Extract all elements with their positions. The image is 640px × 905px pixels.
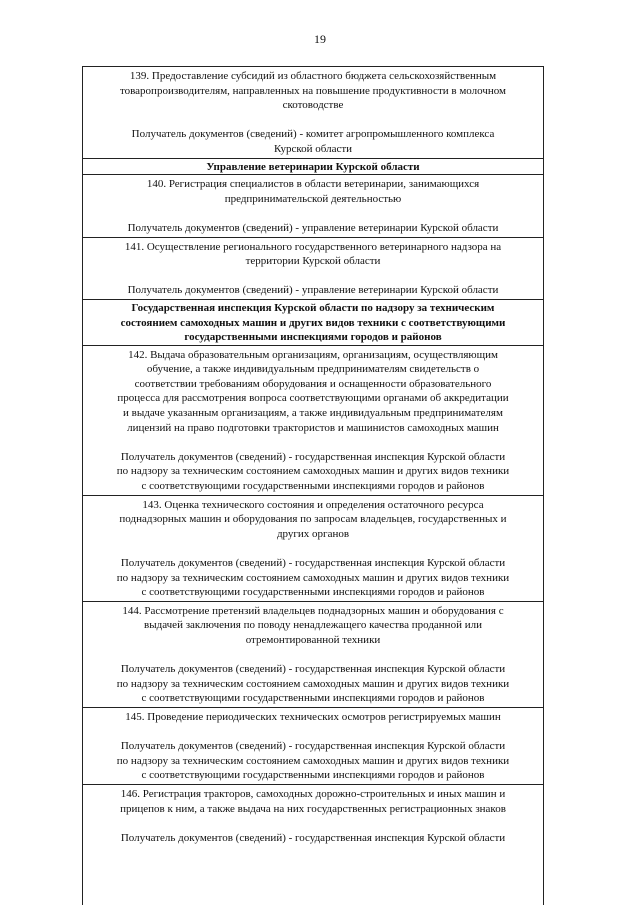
- item-143-title-line-3: других органов: [276, 527, 350, 540]
- item-144-title-line-3: отремонтированной техники: [245, 633, 381, 646]
- item-139-recipient-line-2: Курской области: [273, 142, 353, 155]
- item-142-title-line-5: и выдаче указанным организациям, а также индивидуальным предпринимателям: [123, 407, 503, 420]
- section-header-inspection: [83, 300, 543, 346]
- table-row-143: [83, 496, 543, 602]
- item-142-title-line-4: процесса для рассмотрения вопроса соответствующими органами об аккредитации: [117, 392, 509, 405]
- item-145-recipient-line-2: по надзору за техническим состоянием самоходных машин и других видов техники: [116, 754, 510, 767]
- item-139-title-line-2: товаропроизводителям, направленных на повышение продуктивности в молочном: [119, 84, 507, 97]
- item-144-recipient-line-3: с соответствующими государственными инспекциями городов и районов: [141, 692, 485, 705]
- item-146-recipient-line-1: Получатель документов (сведений) - государственная инспекция Курской области: [120, 831, 506, 844]
- table-row-145: [83, 708, 543, 785]
- item-142-title-line-1: 142. Выдача образовательным организациям, организациям, осуществляющим: [128, 348, 498, 361]
- section-inspection-title-line-2: состоянием самоходных машин и других видов техники с соответствующими: [120, 316, 506, 329]
- item-146-title-line-1: 146. Регистрация тракторов, самоходных дорожно-строительных и иных машин и: [120, 787, 506, 800]
- item-140-title-line-2: предпринимательской деятельностью: [224, 192, 402, 205]
- section-inspection-title-line-3: государственными инспекциями городов и районов: [184, 331, 442, 344]
- item-141-recipient-line-1: Получатель документов (сведений) - управление ветеринарии Курской области: [127, 284, 499, 297]
- table-row-139: [83, 67, 543, 159]
- item-146-title-line-2: прицепов к ним, а также выдача на них государственных регистрационных знаков: [120, 802, 506, 815]
- item-142-recipient-line-1: Получатель документов (сведений) - государственная инспекция Курской области: [120, 450, 506, 463]
- item-145-recipient-line-1: Получатель документов (сведений) - государственная инспекция Курской области: [120, 740, 506, 753]
- item-142-title-line-6: лицензий на право подготовки трактористов и машинистов самоходных машин: [127, 421, 499, 434]
- table-row-146: [83, 785, 543, 846]
- page-number: 19: [314, 32, 326, 46]
- item-143-title-line-2: поднадзорных машин и оборудования по запросам владельцев, государственных и: [119, 513, 507, 526]
- item-140-title-line-1: 140. Регистрация специалистов в области ветеринарии, занимающихся: [146, 178, 480, 191]
- item-142-title-line-2: обучение, а также индивидуальным предпринимателям свидетельств о: [146, 363, 480, 376]
- section-veterinary-title: Управление ветеринарии Курской области: [206, 160, 420, 173]
- services-table: [82, 66, 544, 905]
- item-139-title-line-1: 139. Предоставление субсидий из областного бюджета сельскохозяйственным: [129, 70, 497, 82]
- item-145-title-line-1: 145. Проведение периодических технических осмотров регистрируемых машин: [125, 710, 501, 723]
- section-inspection-title-line-1: Государственная инспекция Курской области по надзору за техническим: [131, 301, 495, 314]
- item-143-recipient-line-2: по надзору за техническим состоянием самоходных машин и других видов техники: [116, 571, 510, 584]
- item-142-recipient-line-2: по надзору за техническим состоянием самоходных машин и других видов техники: [116, 465, 510, 478]
- item-141-title-line-2: территории Курской области: [245, 255, 381, 268]
- item-144-recipient-line-1: Получатель документов (сведений) - государственная инспекция Курской области: [120, 663, 506, 676]
- item-145-recipient-line-3: с соответствующими государственными инспекциями городов и районов: [141, 769, 485, 782]
- item-144-recipient-line-2: по надзору за техническим состоянием самоходных машин и других видов техники: [116, 677, 510, 690]
- item-141-title-line-1: 141. Осуществление регионального государственного ветеринарного надзора на: [124, 240, 502, 253]
- item-139-recipient-line-1: Получатель документов (сведений) - комитет агропромышленного комплекса: [131, 128, 495, 141]
- item-140-recipient-line-1: Получатель документов (сведений) - управление ветеринарии Курской области: [127, 221, 499, 234]
- item-142-title-line-3: соответствии требованиям оборудования и оснащенности образовательного: [134, 377, 492, 390]
- table-row-141: [83, 238, 543, 300]
- table-row-142: [83, 346, 543, 496]
- item-143-title-line-1: 143. Оценка технического состояния и определения остаточного ресурса: [142, 498, 484, 511]
- table-row-144: [83, 602, 543, 708]
- item-142-recipient-line-3: с соответствующими государственными инспекциями городов и районов: [141, 480, 485, 493]
- section-header-veterinary: [83, 159, 543, 176]
- item-139-title-line-3: скотоводстве: [282, 99, 344, 112]
- item-144-title-line-2: выдачей заключения по поводу ненадлежащего качества проданной или: [144, 619, 482, 632]
- item-143-recipient-line-3: с соответствующими государственными инспекциями городов и районов: [141, 586, 485, 599]
- item-143-recipient-line-1: Получатель документов (сведений) - государственная инспекция Курской области: [120, 557, 506, 569]
- table-row-140: [83, 175, 543, 237]
- item-144-title-line-1: 144. Рассмотрение претензий владельцев поднадзорных машин и оборудования с: [122, 604, 504, 617]
